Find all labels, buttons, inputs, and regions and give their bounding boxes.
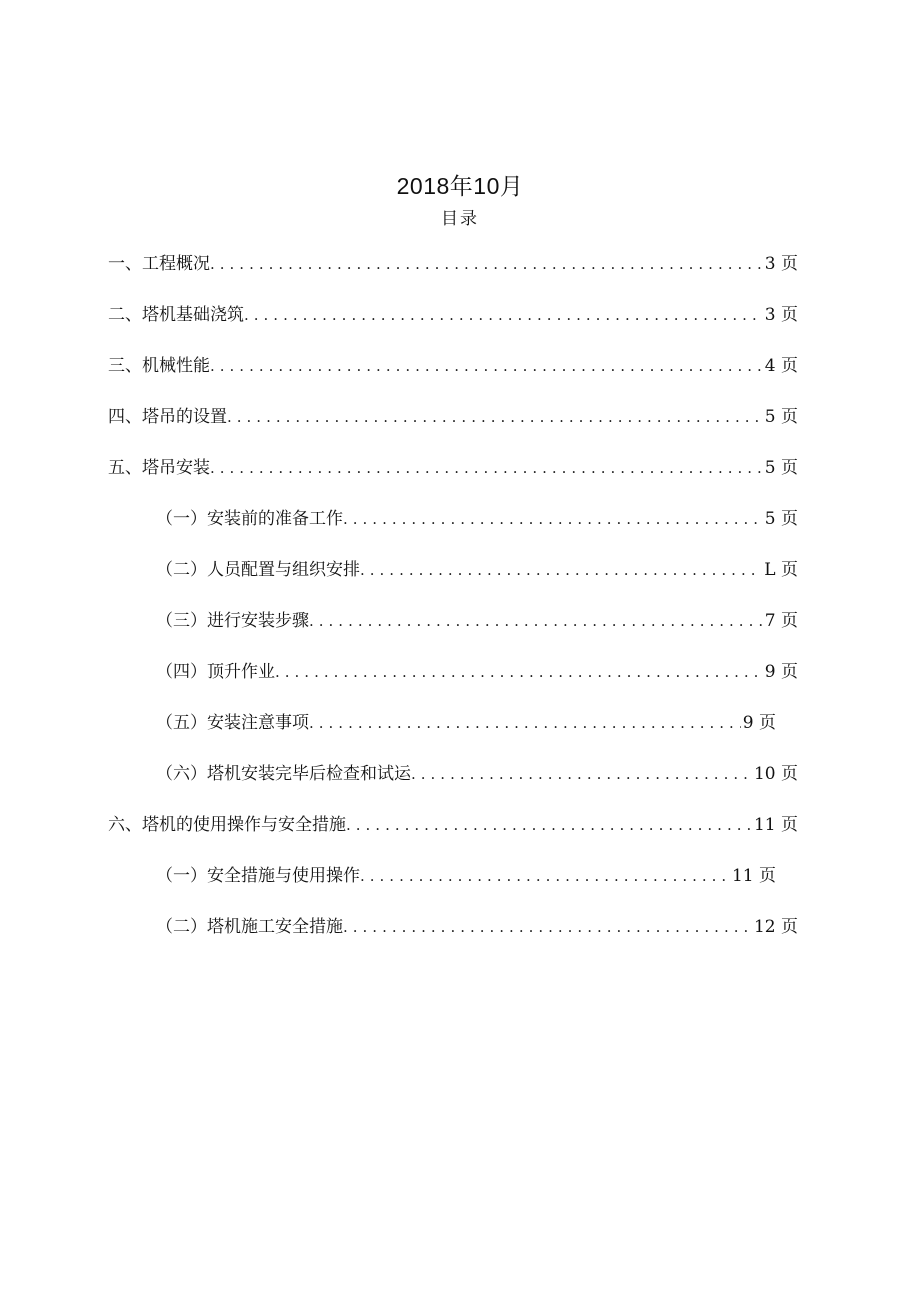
toc-entry-label: 六、塔机的使用操作与安全措施 [108,815,346,835]
toc-entry-page: 10 页 [753,764,798,784]
document-date: 2018年10月 [396,173,524,199]
toc-entry-label: （五）安装注意事项 [156,713,309,733]
toc-entry-page: 9 页 [742,713,776,733]
toc-entry-label: 二、塔机基础浇筑 [108,305,244,325]
toc-leader-dots [210,250,763,278]
toc-entry-page: 7 页 [764,611,798,631]
toc-entry-page: 5 页 [764,458,798,478]
toc-entry[interactable] [108,403,798,431]
toc-entry-label: 三、机械性能 [108,356,210,376]
toc-leader-dots [244,301,763,329]
toc-entry-page: L 页 [764,560,798,580]
toc-entry-label: （一）安装前的准备工作 [156,509,343,529]
toc-entry-page: 5 页 [764,509,798,529]
toc-leader-dots [343,505,763,533]
toc-leader-dots [360,556,762,584]
toc-entry-page: 4 页 [764,356,798,376]
toc-leader-dots [275,658,763,686]
toc-entry-label: （六）塔机安装完毕后检查和试运 [156,764,411,784]
toc-leader-dots [343,913,752,941]
toc-leader-dots [346,811,752,839]
toc-entry-page: 3 页 [764,305,798,325]
toc-entry[interactable] [108,811,798,839]
toc-entry-label: 一、工程概况 [108,254,210,274]
toc-entry-label: （二）塔机施工安全措施 [156,917,343,937]
toc-leader-dots [210,352,763,380]
toc-entry-page: 5 页 [764,407,798,427]
toc-entry-label: （二）人员配置与组织安排 [156,560,360,580]
toc-leader-dots [227,403,763,431]
toc-entry-page: 3 页 [764,254,798,274]
toc-entry[interactable] [108,250,798,278]
toc-subentry[interactable] [156,658,798,686]
toc-leader-dots [360,862,730,890]
toc-entry-page: 11 页 [731,866,776,886]
toc-entry-page: 9 页 [764,662,798,682]
toc-leader-dots [309,607,763,635]
toc-entry[interactable] [108,352,798,380]
toc-entry-label: 五、塔吊安装 [108,458,210,478]
toc-entry-label: （一）安全措施与使用操作 [156,866,360,886]
toc-subentry[interactable] [156,505,798,533]
toc-subentry[interactable] [156,607,798,635]
toc-heading: 目录 [441,209,479,229]
toc-entry-label: （四）顶升作业 [156,662,275,682]
toc-leader-dots [210,454,763,482]
toc-subentry[interactable] [156,556,798,584]
toc-entry-page: 11 页 [753,815,798,835]
toc-entry-label: （三）进行安装步骤 [156,611,309,631]
toc-entry[interactable] [108,454,798,482]
toc-entry-label: 四、塔吊的设置 [108,407,227,427]
toc-subentry[interactable] [156,760,798,788]
toc-entry-page: 12 页 [753,917,798,937]
toc-subentry[interactable] [156,913,798,941]
toc-subentry[interactable] [156,862,776,890]
toc-leader-dots [309,709,741,737]
toc-entry[interactable] [108,301,798,329]
toc-subentry[interactable] [156,709,776,737]
toc-leader-dots [411,760,752,788]
